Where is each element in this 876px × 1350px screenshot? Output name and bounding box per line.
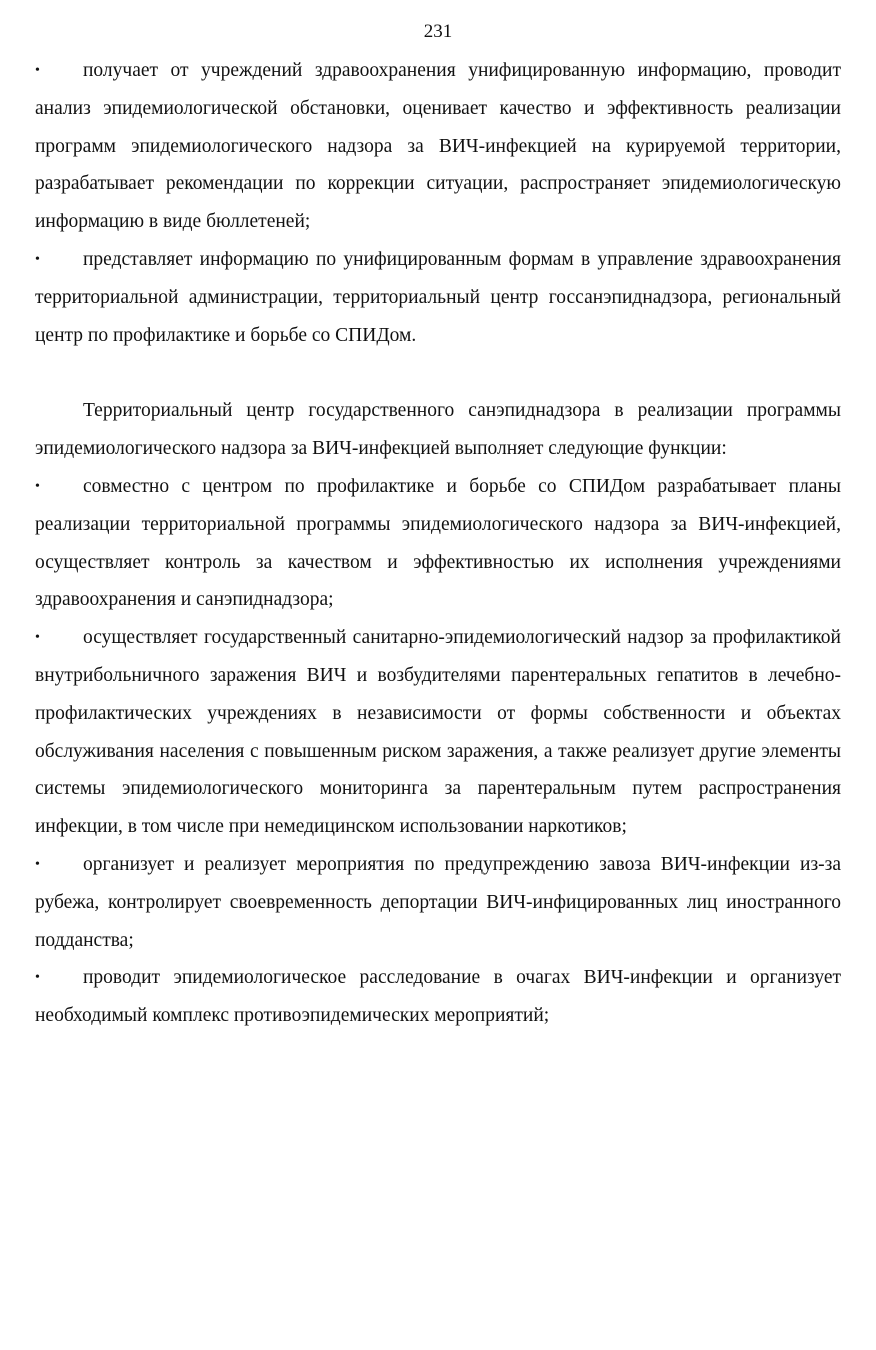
document-body	[35, 52, 841, 1035]
list-item-text: получает от учреждений здравоохранения унифицированную информацию, проводит анализ эпидемиологической обстановки, оценивает качество и эффективность реализации программ эпидемиологического надзора за ВИЧ-инфекцией на курируемой территории, разрабатывает рекомендации по коррекции ситуации, распространяет эпидемиологическую информацию в виде бюллетеней;	[35, 60, 841, 233]
list-item-text: организует и реализует мероприятия по предупреждению завоза ВИЧ-инфекции из-за рубежа, контролирует своевременность депортации ВИЧ-инфицированных лиц иностранного подданства;	[35, 853, 841, 951]
list-item-text: совместно с центром по профилактике и борьбе со СПИДом разрабатывает планы реализации территориальной программы эпидемиологического надзора за ВИЧ-инфекцией, осуществляет контроль за качеством и эффективностью их исполнения учреждениями здравоохранения и санэпиднадзора;	[35, 475, 841, 611]
list-item	[35, 241, 841, 354]
list-item	[35, 619, 841, 846]
bullet-icon: •	[35, 970, 40, 986]
list-item	[35, 52, 841, 241]
intro-paragraph: Территориальный центр государственного санэпиднадзора в реализации программы эпидемиологического надзора за ВИЧ-инфекцией выполняет следующие функции:	[35, 400, 841, 460]
list-item-text: представляет информацию по унифицированным формам в управление здравоохранения территориальной администрации, территориальный центр госсанэпиднадзора, региональный центр по профилактике и борьбе со СПИДом.	[35, 248, 841, 346]
bullet-icon: •	[35, 478, 40, 494]
list-item	[35, 846, 841, 959]
paragraph-spacer	[35, 354, 841, 392]
list-item-text: осуществляет государственный санитарно-эпидемиологический надзор за профилактикой внутрибольничного заражения ВИЧ и возбудителями парентеральных гепатитов в лечебно-профилактических учреждениях в независимости от формы собственности и объектах обслуживания населения с повышенным риском заражения, а также реализует другие элементы системы эпидемиологического мониторинга за парентеральным путем распространения инфекции, в том числе при немедицинском использовании наркотиков;	[35, 627, 841, 838]
bullet-icon: •	[35, 63, 40, 78]
bullet-icon: •	[35, 856, 40, 872]
list-item	[35, 959, 841, 1035]
bullet-icon: •	[35, 630, 40, 646]
list-item-text: проводит эпидемиологическое расследование в очагах ВИЧ-инфекции и организует необходимый комплекс противоэпидемических мероприятий;	[35, 967, 841, 1027]
list-item	[35, 468, 841, 619]
bullet-icon: •	[35, 251, 40, 267]
page-number: 231	[423, 21, 453, 42]
